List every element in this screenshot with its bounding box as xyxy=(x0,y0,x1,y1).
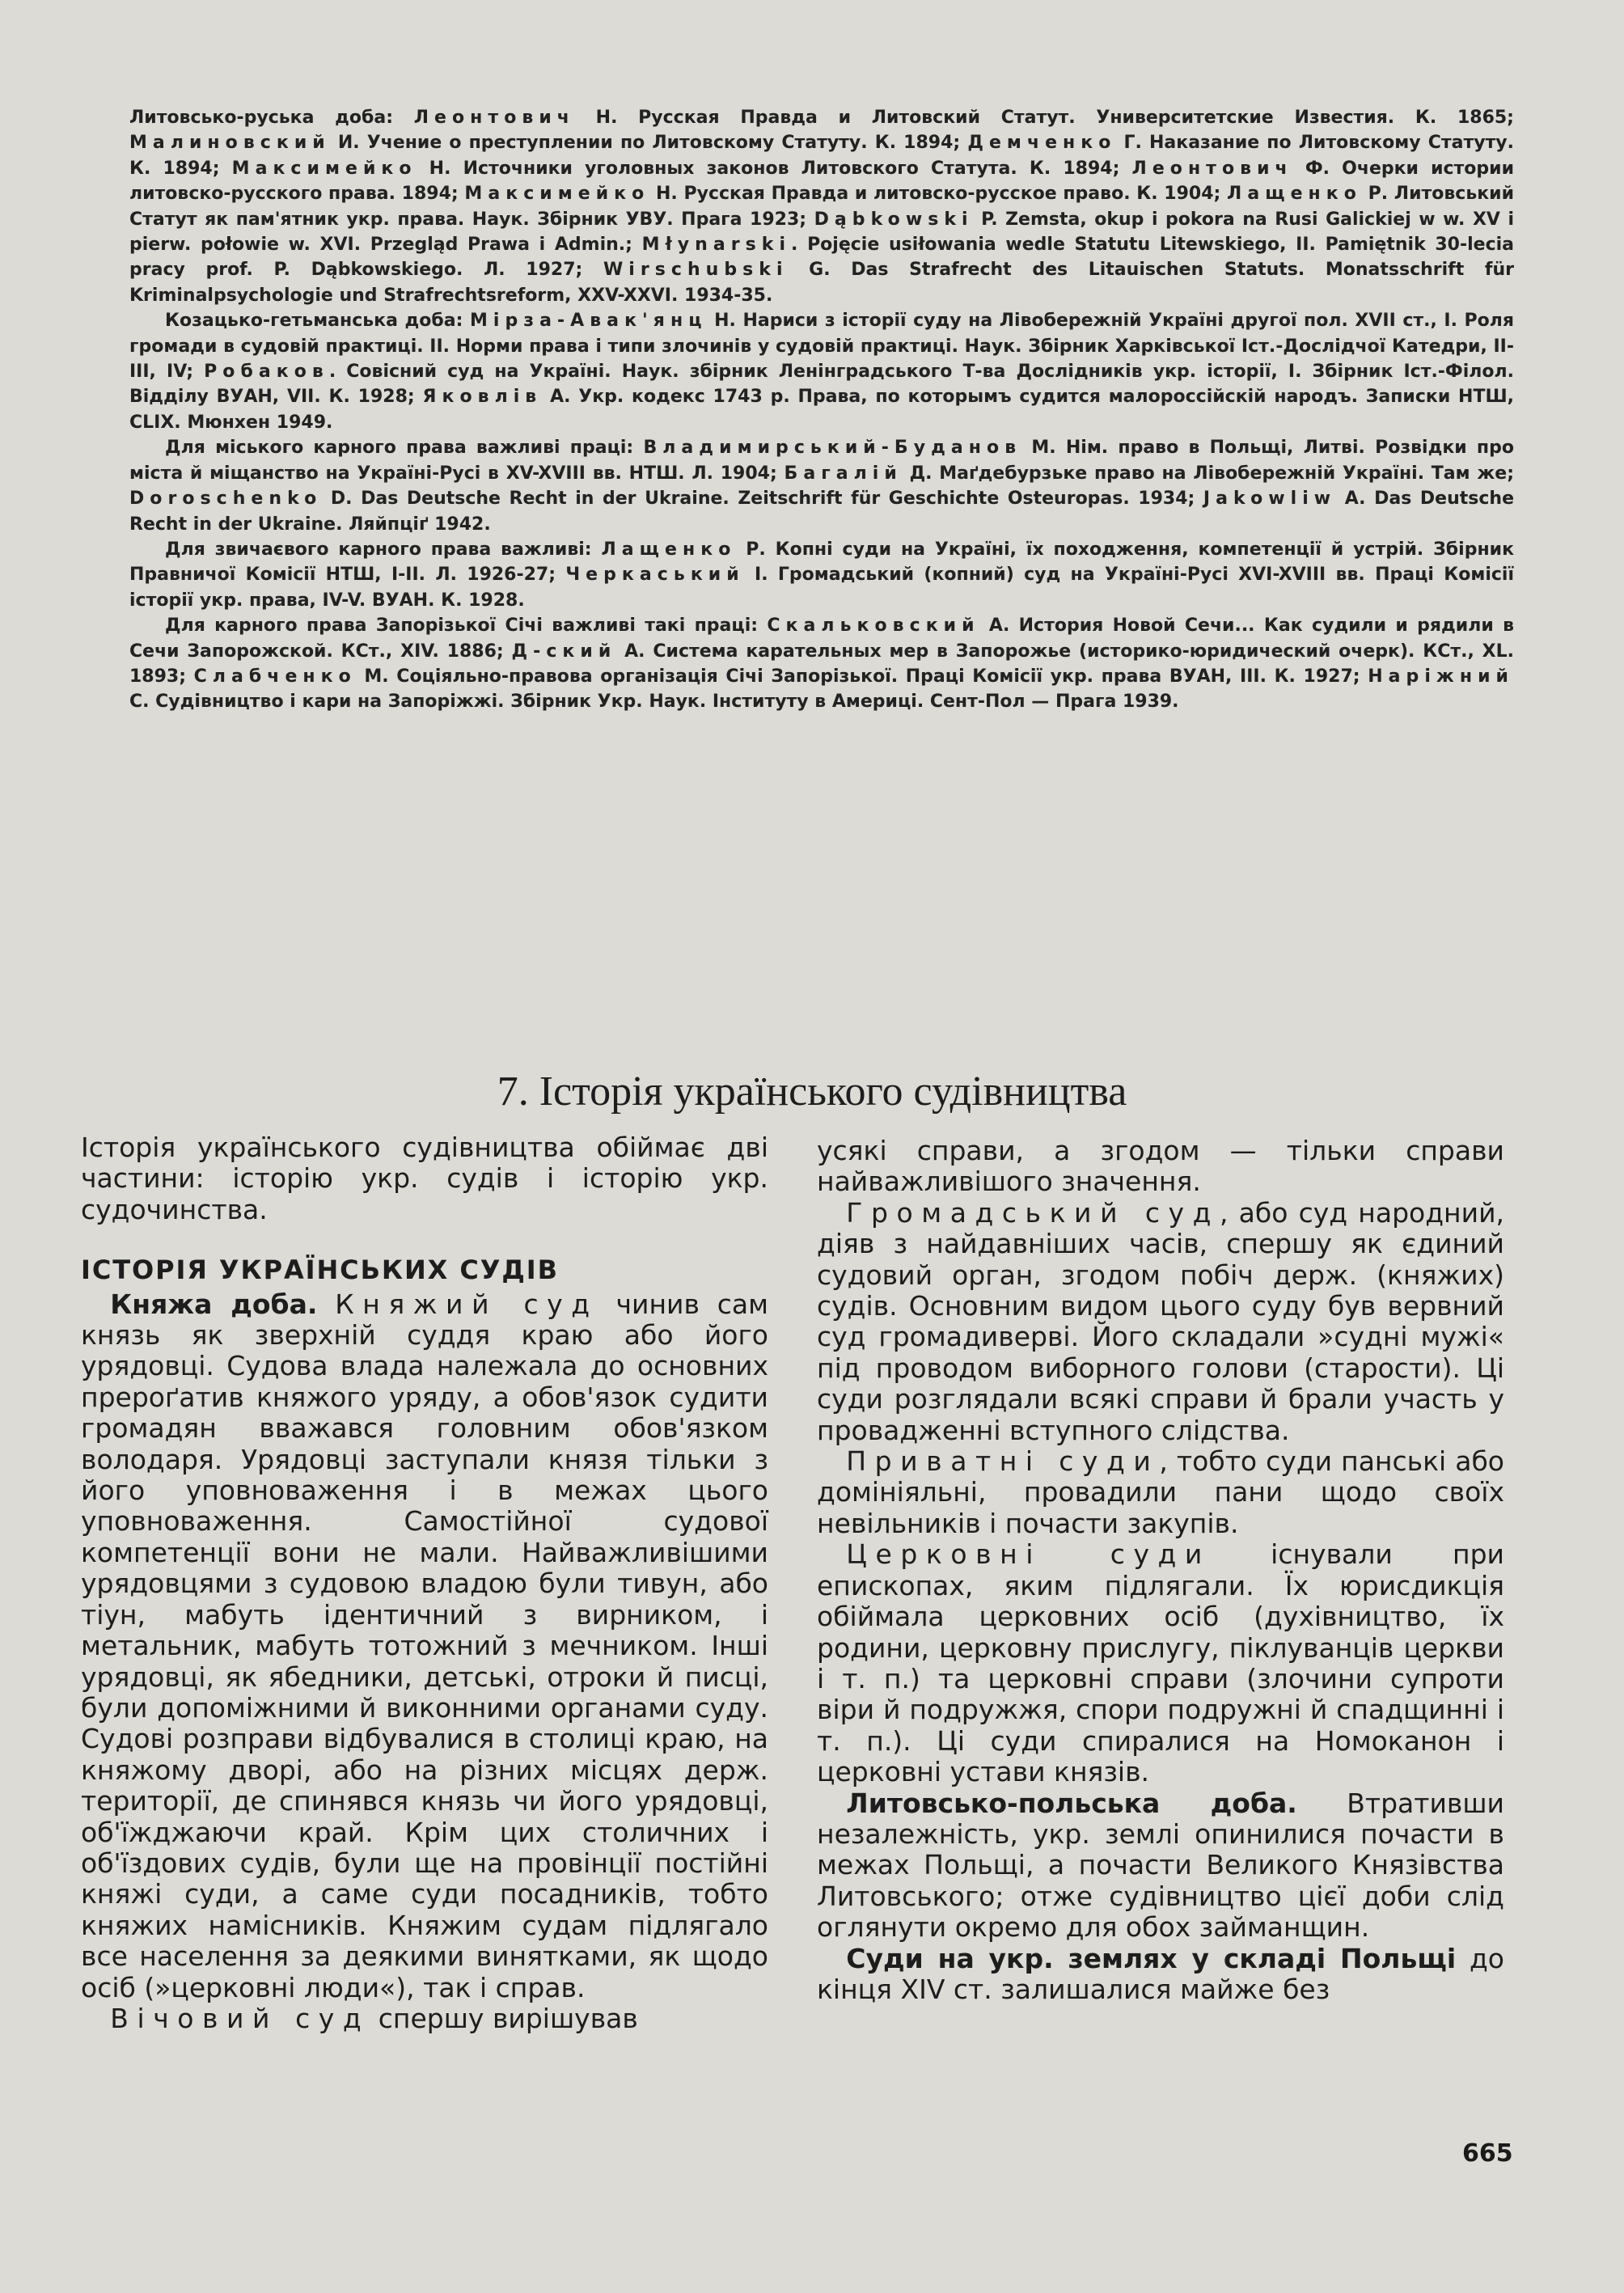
spaced-author-name: Dąbkowski xyxy=(814,209,974,230)
text-run: , або суд народний, діяв з найдавніших часів, спершу як єдиний судовий орган, згодом побіч держ. (княжих) судів. Основним видом цього суду був вервний суд громадиверві. Його складали »судні мужі« під проводом виборного голови (старости). Ці суди розглядали всякі справи й брали участь у провадженні вступного слідства. xyxy=(817,1196,1505,1446)
bibliography-paragraph xyxy=(129,308,1514,435)
text-run: М. Соціяльно-правова організація Січі Запорізької. Праці Комісії укр. права ВУАН, III. К. 1927; xyxy=(356,666,1368,687)
text-run: Для звичаєвого карного права важливі: xyxy=(165,539,602,560)
spaced-author-name: Слабченко xyxy=(193,666,357,687)
text-run: спершу вирішував xyxy=(370,2002,638,2034)
text-run: існували при епископах, яким підлягали. Їх юрисдикція обіймала церковних осіб (духівництво, їх родини, церковну прислугу, піклуванців церкви і т. п.) та церковні справи (злочини супроти віри й подружжя, спори подружні й спадщинні і т. п.). Ці суди спиралися на Номоканон і церковні устави князів. xyxy=(817,1538,1504,1788)
text-run: Г. Наказание по Литовскому Статуту. К. 1894; xyxy=(129,133,1515,179)
body-paragraph xyxy=(817,1446,1504,1539)
body-paragraph xyxy=(817,1136,1504,1198)
spaced-author-name: Леонтович xyxy=(413,108,575,128)
spaced-author-name: Робаков xyxy=(204,362,329,383)
text-run: A. Das Deutsche Recht in der Ukraine. Ляйпціґ 1942. xyxy=(129,489,1514,535)
bibliography-paragraph xyxy=(129,613,1514,715)
spaced-author-name: Малиновский xyxy=(129,133,331,154)
left-column-body xyxy=(81,1289,768,2035)
spaced-author-name: Демченко xyxy=(967,133,1117,154)
text-run: А. Укр. кодекс 1743 р. Права, по которымъ судится малороссійскій народъ. Записки НТШ, CLIX. Мюнхен 1949. xyxy=(129,387,1514,433)
text-run: . Совісний суд на Україні. Наук. збірник Ленінградського Т-ва Дослідників укр. історії, I. Збірник Іст.-Філол. Відділу ВУАН, VII. К. 1928; xyxy=(129,362,1514,408)
bibliography-paragraph xyxy=(129,105,1514,308)
text-run: D. Das Deutsche Recht in der Ukraine. Zeitschrift für Geschichte Osteuropas. 1934; xyxy=(322,489,1203,510)
bold-run-in-heading: Литовсько-польська доба. xyxy=(846,1787,1297,1819)
body-paragraph xyxy=(817,1788,1504,1944)
text-run: Для карного права Запорізької Січі важливі такі праці: xyxy=(165,616,768,637)
text-run: . Pojęcie usiłowania wedle Statutu Litewskiego, II. Pamiętnik 30-lecia pracy prof. P. Dąbkowskiego. Л. 1927; xyxy=(129,235,1515,281)
text-run: Н. Русская Правда и литовско-русское право. К. 1904; xyxy=(649,184,1228,205)
text-run: Н. Источники уголовных законов Литовского Статута. К. 1894; xyxy=(417,158,1132,179)
spaced-author-name: Громадський суд xyxy=(846,1196,1220,1229)
body-paragraph xyxy=(817,1944,1504,2006)
text-run: Козацько-гетьманська доба: xyxy=(165,311,470,332)
text-run: чинив сам князь як зверхній суддя краю або його урядовці. Судова влада належала до основних прероґатив княжого уряду, а обов'язок судити громадян вважався головним обов'язком володаря. Урядовці заступали князя тільки з його уповноваження і в межах цього уповноваження. Самостійної судової компетенції вони не мали. Найважливішими урядовцями з судовою владою були тивун, або тіун, мабуть ідентичний з вирником, і метальник, мабуть тотожний з мечником. Інші урядовці, як ябедники, детські, отроки й писці, були допоміжними й виконними органами суду. Судові розправи відбувалися в столиці краю, на княжому дворі, або на різних місцях держ. території, де спинявся князь чи його урядовці, об'їжджаючи край. Крім цих столичних і об'їздових судів, були ще на провінції постійні княжі суди, а саме суди посадників, тобто княжих намісників. Княжим судам підлягало все населення за деякими винятками, як щодо осіб (»церковні люди«), так і справ. xyxy=(81,1288,769,2003)
body-paragraph xyxy=(81,2003,768,2034)
text-run: Ф. Очерки истории литовско-русского права. 1894; xyxy=(129,158,1514,205)
text-run: А. История Новой Сечи... Как судили и рядили в Сечи Запорожской. КСт., XIV. 1886; xyxy=(129,616,1514,662)
spaced-author-name: Jakowliw xyxy=(1203,489,1337,510)
spaced-author-name: Д-ский xyxy=(511,641,617,662)
bibliography-paragraph xyxy=(129,537,1514,613)
spaced-author-name: Doroschenko xyxy=(129,489,323,510)
text-run: А. Система карательных мер в Запорожье (историко-юридический очерк). КСт., XL. 1893; xyxy=(129,641,1514,687)
section-title: 7. Історія українського судівництва xyxy=(497,1068,1127,1115)
subheading: ІСТОРІЯ УКРАЇНСЬКИХ СУДІВ xyxy=(81,1254,559,1286)
text-run: І. Громадський (копний) суд на Україні-Русі XVI-XVIII вв. Праці Комісії історії укр. права, IV-V. ВУАН. К. 1928. xyxy=(129,565,1514,611)
text-run: Р. Литовський Статут як пам'ятник укр. права. Наук. Збірник УВУ. Прага 1923; xyxy=(129,184,1514,230)
text-run: Для міського карного права важливі праці: xyxy=(165,438,644,459)
text-run: усякі справи, а згодом — тільки справи найважливішого значення. xyxy=(817,1135,1504,1198)
text-run: Р. Копні суди на Україні, їх походження, компетенції й устрій. Збірник Правничої Комісії НТШ, I-II. Л. 1926-27; xyxy=(129,539,1514,586)
text-run xyxy=(317,1288,335,1320)
spaced-author-name: Максимейко xyxy=(231,158,417,179)
bold-run-in-heading: Княжа доба. xyxy=(110,1288,318,1320)
page-number: 665 xyxy=(1462,2139,1513,2168)
text-run: Н. Русская Правда и Литовский Статут. Университетские Известия. К. 1865; xyxy=(574,108,1514,128)
spaced-author-name: Wirschubski xyxy=(603,260,789,281)
spaced-author-name: Яковлів xyxy=(422,387,543,408)
spaced-author-name: Скальковский xyxy=(767,616,980,637)
right-column xyxy=(817,1136,1504,2005)
text-run: Д. Маґдебурзьке право на Лівобережній Україні. Там же; xyxy=(902,463,1514,484)
spaced-author-name: Церковні суди xyxy=(846,1538,1211,1571)
bold-run-in-heading: Суди на укр. землях у складі Польщі xyxy=(846,1942,1457,1974)
spaced-author-name: Леонтович xyxy=(1131,158,1293,179)
spaced-author-name: Черкаський xyxy=(565,565,745,586)
spaced-author-name: Багалій xyxy=(784,463,903,484)
text-run: И. Учение о преступлении по Литовскому Статуту. К. 1894; xyxy=(330,133,968,154)
bibliography-paragraph xyxy=(129,435,1514,537)
spaced-author-name: Наріжний xyxy=(1368,666,1515,687)
spaced-author-name: Княжий суд xyxy=(335,1288,598,1320)
text-run: , тобто суди панські або домініяльні, провадили пани щодо своїх невільників і почасти закупів. xyxy=(817,1445,1504,1539)
text-run: G. Das Strafrecht des Litauischen Statuts. Monatsschrift für Kriminalpsychologie und Strafrechtsreform, XXV-XXVI. 1934-35. xyxy=(129,260,1514,306)
intro-paragraph: Історія українського судівництва обіймає дві частини: історію укр. судів і історію укр. судочинства. xyxy=(81,1132,768,1225)
bibliography-block xyxy=(129,105,1514,715)
text-run: P. Zemsta, okup i pokora na Rusi Galickiej w w. XV i pierw. połowie w. XVI. Przegląd Prawa i Admin.; xyxy=(129,209,1515,256)
text-run: Втративши незалежність, укр. землі опинилися почасти в межах Польщі, а почасти Великого Князівства Литовського; отже судівництво цієї доби слід оглянути окремо для обох займанщин. xyxy=(817,1787,1504,1944)
spaced-author-name: Владимирський-Буданов xyxy=(643,438,1022,459)
spaced-author-name: Лащенко xyxy=(601,539,737,560)
left-column xyxy=(81,1132,768,2034)
spaced-author-name: Вічовий суд xyxy=(110,2002,370,2034)
text-run: до кінця XIV ст. залишалися майже без xyxy=(817,1942,1504,2005)
spaced-author-name: Приватні суди xyxy=(846,1445,1160,1478)
text-run: Литовсько-руська доба: xyxy=(129,108,414,128)
body-paragraph xyxy=(81,1289,768,2003)
spaced-author-name: Максимейко xyxy=(464,184,650,205)
body-paragraph xyxy=(817,1198,1504,1446)
body-paragraph xyxy=(817,1539,1504,1787)
spaced-author-name: Лащенко xyxy=(1227,184,1362,205)
text-run: Н. Нариси з історії суду на Лівобережній Україні другої пол. XVII ст., I. Роля громади в судовій практиці. II. Норми права і типи злочинів у судовій практиці. Наук. Збірник Харківської Іст.-Дослідчої Катедри, II-III, IV; xyxy=(129,311,1514,383)
spaced-author-name: Młynarski xyxy=(641,235,792,256)
spaced-author-name: Мірза-Авак'янц xyxy=(469,311,708,332)
text-run: М. Нім. право в Польщі, Литві. Розвідки про міста й міщанство на Україні-Русі в XV-XVIII вв. НТШ. Л. 1904; xyxy=(129,438,1514,484)
text-run: С. Судівництво і кари на Запоріжжі. Збірник Укр. Наук. Інституту в Америці. Сент-Пол — Прага 1939. xyxy=(129,692,1179,713)
